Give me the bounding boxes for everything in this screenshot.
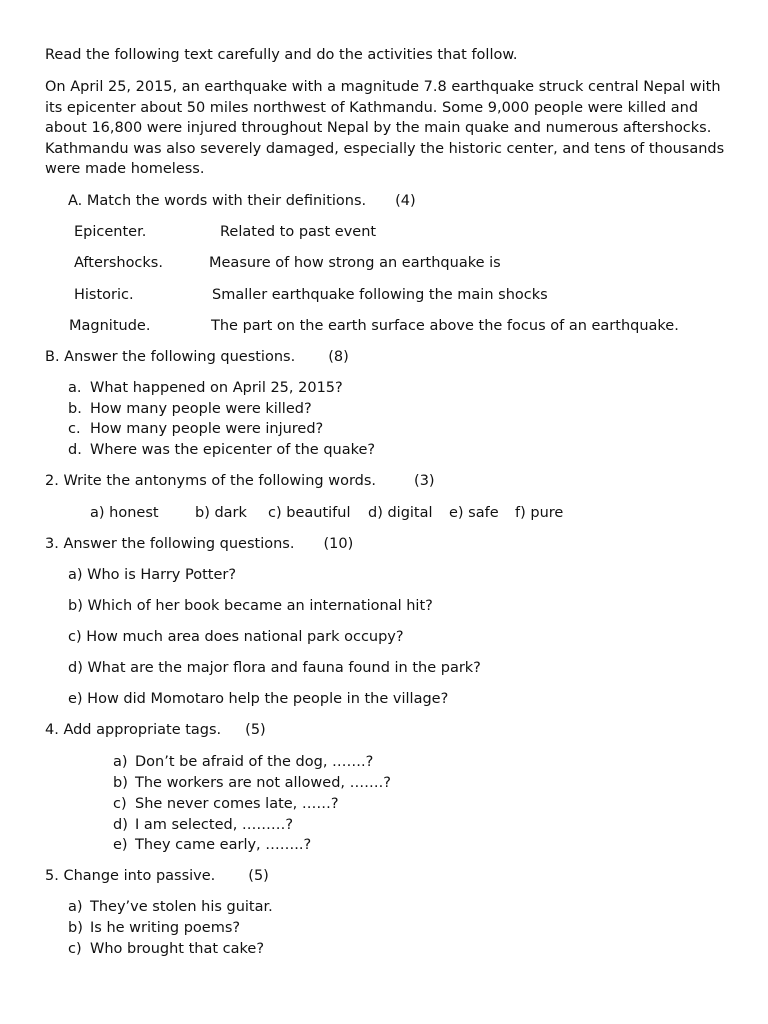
list-item-label: e)	[113, 837, 128, 853]
list-item-text: Who brought that cake?	[90, 941, 265, 957]
antonym-word: f) pure	[515, 505, 564, 521]
q4-title: 4. Add appropriate tags.	[45, 722, 222, 738]
list-item	[113, 794, 339, 814]
section-a-label: A.	[68, 193, 83, 209]
antonym-word: b) dark	[195, 505, 247, 521]
section-a-marks: (4)	[395, 193, 416, 209]
list-item	[68, 897, 273, 917]
q2-title: 2. Write the antonyms of the following words.	[45, 473, 377, 489]
list-item-text: Where was the epicenter of the quake?	[90, 442, 376, 458]
match-word: Historic.	[74, 287, 134, 303]
section-b-heading	[45, 347, 349, 367]
match-definition: Related to past event	[220, 224, 377, 240]
instruction-text: Read the following text carefully and do the activities that follow.	[45, 47, 518, 63]
antonym-word: c) beautiful	[268, 505, 351, 521]
match-word: Epicenter.	[74, 224, 147, 240]
list-item-text: How many people were injured?	[90, 421, 324, 437]
q5-title: 5. Change into passive.	[45, 868, 216, 884]
list-item-label: d)	[113, 817, 128, 833]
list-item-label: c)	[113, 796, 127, 812]
section-b-marks: (8)	[328, 349, 349, 365]
passage-text: On April 25, 2015, an earthquake with a magnitude 7.8 earthquake struck central Nepal with its epicenter about 50 miles northwest of Kathmandu. Some 9,000 people were killed and about 16,800 were injured throughout Nepal by the main quake and numerous aftershocks. Kathmandu was also severely damaged, especially the historic center, and tens of thousands were made homeless.	[45, 79, 725, 178]
antonym-word: e) safe	[449, 505, 499, 521]
q3-title: 3. Answer the following questions.	[45, 536, 295, 552]
list-item-label: b)	[68, 920, 83, 936]
antonym-word: a) honest	[90, 505, 159, 521]
list-item-text: I am selected, ………?	[135, 817, 294, 833]
list-item-text: What happened on April 25, 2015?	[90, 380, 343, 396]
list-item: c) How much area does national park occupy?	[68, 629, 404, 645]
list-item-label: a)	[68, 899, 83, 915]
q2-heading	[45, 471, 435, 491]
list-item-text: How many people were killed?	[90, 401, 312, 417]
q4-marks: (5)	[245, 722, 266, 738]
list-item	[68, 399, 312, 419]
q4-heading	[45, 720, 266, 740]
q5-heading	[45, 866, 269, 886]
list-item	[113, 835, 311, 855]
antonym-word: d) digital	[368, 505, 433, 521]
match-definition: The part on the earth surface above the focus of an earthquake.	[211, 318, 679, 334]
list-item	[68, 378, 343, 398]
list-item	[68, 419, 323, 439]
list-item-text: She never comes late, ……?	[135, 796, 339, 812]
list-item	[113, 752, 373, 772]
list-item-label: a)	[113, 754, 128, 770]
list-item-text: Don’t be afraid of the dog, …….?	[135, 754, 374, 770]
list-item: e) How did Momotaro help the people in the village?	[68, 691, 449, 707]
q3-marks: (10)	[323, 536, 354, 552]
q5-marks: (5)	[248, 868, 269, 884]
list-item: d) What are the major flora and fauna found in the park?	[68, 660, 481, 676]
list-item	[68, 440, 375, 460]
match-definition: Smaller earthquake following the main shocks	[212, 287, 548, 303]
list-item-text: They came early, ……..?	[135, 837, 312, 853]
q2-marks: (3)	[414, 473, 435, 489]
list-item-label: c.	[68, 421, 81, 437]
list-item	[68, 918, 240, 938]
list-item	[113, 815, 293, 835]
list-item	[68, 939, 264, 959]
list-item-label: b.	[68, 401, 82, 417]
list-item-text: Is he writing poems?	[90, 920, 241, 936]
list-item: a) Who is Harry Potter?	[68, 567, 237, 583]
list-item	[113, 773, 391, 793]
match-word: Magnitude.	[69, 318, 151, 334]
list-item-label: d.	[68, 442, 82, 458]
match-definition: Measure of how strong an earthquake is	[209, 255, 501, 271]
section-a-heading	[68, 191, 416, 211]
list-item-text: They’ve stolen his guitar.	[90, 899, 273, 915]
section-b-title: B. Answer the following questions.	[45, 349, 296, 365]
section-a-title: Match the words with their definitions.	[86, 193, 367, 209]
q3-heading	[45, 534, 353, 554]
list-item-text: The workers are not allowed, …….?	[135, 775, 391, 791]
list-item-label: a.	[68, 380, 82, 396]
list-item: b) Which of her book became an international hit?	[68, 598, 433, 614]
match-word: Aftershocks.	[74, 255, 163, 271]
list-item-label: c)	[68, 941, 82, 957]
list-item-label: b)	[113, 775, 128, 791]
